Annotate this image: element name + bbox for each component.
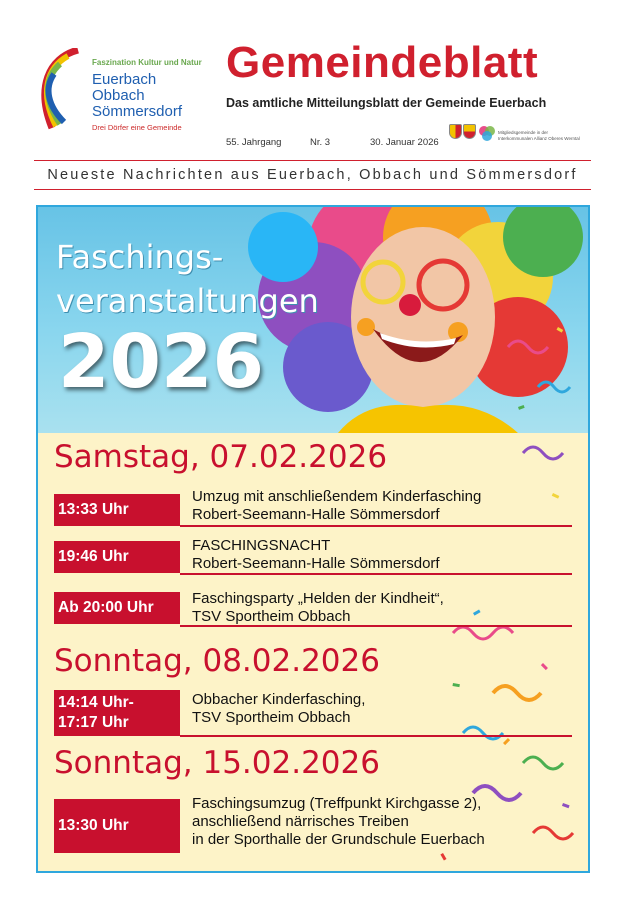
logo-tagline: Drei Dörfer eine Gemeinde	[92, 123, 182, 132]
event-line: FASCHINGSNACHT	[192, 537, 331, 554]
event-time-text: 19:46 Uhr	[58, 548, 129, 565]
logo-name-obbach: Obbach	[92, 87, 145, 104]
logo-arcs-graphic	[34, 48, 84, 130]
event-line: TSV Sportheim Obbach	[192, 608, 351, 625]
newsletter-title: Gemeindeblatt	[226, 38, 539, 87]
issue-date: 30. Januar 2026	[370, 137, 439, 148]
event-time-text: 13:30 Uhr	[58, 817, 129, 834]
event-line: in der Sporthalle der Grundschule Euerbach	[192, 831, 485, 848]
poster-heading-line: veranstaltungen	[56, 282, 319, 320]
event-line: Faschingsparty „Helden der Kindheit“,	[192, 590, 444, 607]
event-line: Robert-Seemann-Halle Sömmersdorf	[192, 506, 440, 523]
crest-icon	[463, 124, 476, 139]
event-time-text: 14:14 Uhr-	[58, 694, 134, 711]
news-tagline: Neueste Nachrichten aus Euerbach, Obbach und Sömmersdorf	[47, 167, 578, 183]
event-time	[54, 592, 180, 624]
volume-label: 55. Jahrgang	[226, 137, 282, 148]
event-description	[192, 488, 481, 524]
event-time-text: Ab 20:00 Uhr	[58, 599, 154, 616]
allianz-line: Mitgliedsgemeinde in der	[498, 130, 549, 135]
allianz-membership-text	[498, 130, 580, 142]
event-time-text: 13:33 Uhr	[58, 501, 129, 518]
poster-heading-line: Faschings-	[56, 238, 224, 276]
event-line: Umzug mit anschließendem Kinderfasching	[192, 488, 482, 505]
event-time	[54, 494, 180, 526]
day-heading: Samstag, 07.02.2026	[54, 439, 388, 475]
logo-name-euerbach: Euerbach	[92, 71, 157, 88]
event-underline	[180, 525, 572, 527]
event-line: Robert-Seemann-Halle Sömmersdorf	[192, 555, 440, 572]
event-line: Faschingsumzug (Treffpunkt Kirchgasse 2),	[192, 795, 482, 812]
event-line: anschließend närrisches Treiben	[192, 813, 409, 830]
event-underline	[180, 625, 572, 627]
carnival-poster	[36, 205, 590, 873]
event-description	[192, 795, 485, 849]
event-line: TSV Sportheim Obbach	[192, 709, 351, 726]
logo-name-soemmersdorf: Sömmersdorf	[92, 103, 183, 120]
crest-icon	[449, 124, 462, 139]
event-time	[54, 799, 180, 853]
divider	[34, 160, 591, 161]
issue-number: Nr. 3	[310, 137, 331, 148]
day-heading: Sonntag, 15.02.2026	[54, 745, 380, 781]
allianz-line: Interkommunalen Allianz Oberes Werntal	[498, 136, 580, 141]
divider	[34, 189, 591, 190]
poster-year: 2026	[58, 319, 264, 405]
event-underline	[180, 573, 572, 575]
event-underline	[180, 735, 572, 737]
event-description	[192, 590, 444, 626]
event-time-text: 17:17 Uhr	[58, 714, 129, 731]
logo-kicker: Faszination Kultur und Natur	[92, 58, 202, 67]
day-heading: Sonntag, 08.02.2026	[54, 643, 380, 679]
poster-heading	[56, 235, 319, 323]
municipality-logo	[34, 46, 234, 136]
event-description	[192, 537, 440, 573]
event-description	[192, 691, 365, 727]
event-line: Obbacher Kinderfasching,	[192, 691, 366, 708]
allianz-logo-icon	[478, 124, 496, 142]
event-time	[54, 690, 180, 736]
newsletter-subtitle: Das amtliche Mitteilungsblatt der Gemeinde Euerbach	[226, 96, 547, 110]
event-time	[54, 541, 180, 573]
clown-photo	[38, 207, 588, 433]
